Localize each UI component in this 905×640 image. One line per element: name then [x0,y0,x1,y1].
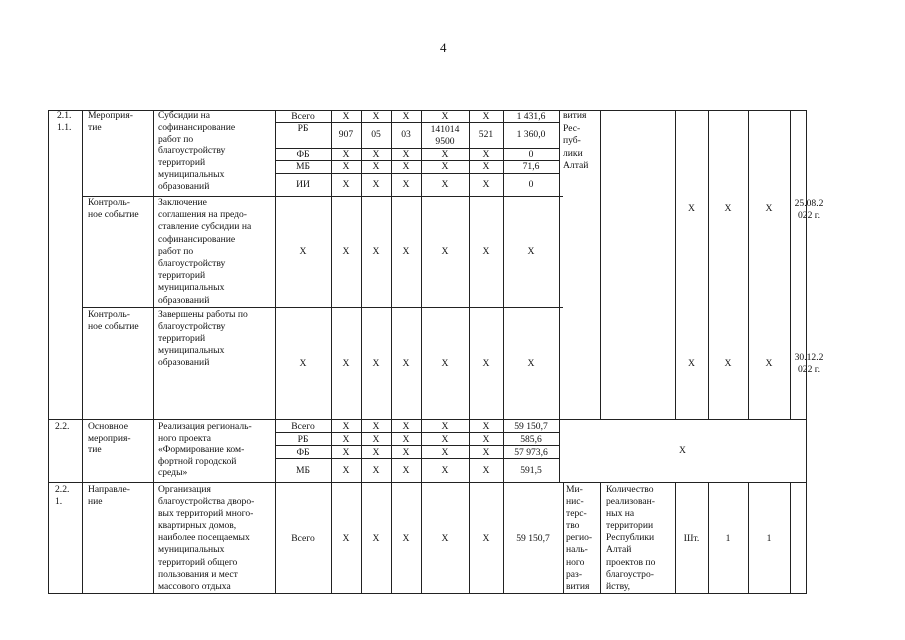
row-number: 2.2. 1. [55,484,70,507]
funding-code: Х [372,447,380,458]
funding-code: Х [402,421,410,432]
funding-source: МБ [295,161,311,172]
x-mark: Х [527,246,535,257]
funding-code: Х [482,447,490,458]
executor-text: Ми- нис- терс- тво регио- наль- ного раз- вития [566,484,593,592]
funding-source: Всего [291,111,315,122]
funding-amount: 0 [528,179,534,190]
row-type: Контроль- ное событие [88,197,139,220]
row-description: Завершены работы по благоустройству территорий муниципальных образований [158,309,248,368]
row-description: Заключение соглашения на предо- ставление субсидии на софинансирование работ по благоустройству территорий муниципальных образований [158,197,252,306]
x-mark: Х [441,533,449,544]
page-number: 4 [440,40,447,55]
x-mark: Х [765,358,773,369]
funding-code: Х [342,447,350,458]
col-line [748,110,749,419]
x-mark: Х [372,533,380,544]
x-mark: Х [724,358,732,369]
funding-code: Х [482,111,490,122]
funding-code: Х [342,434,350,445]
funding-amount: 585,6 [520,434,542,445]
col-line [675,110,676,419]
funding-code: Х [441,149,449,160]
funding-source: ФБ [296,149,310,160]
funding-source: ИИ [296,179,310,190]
funding-code: 907 [338,129,354,140]
event-date: 25.08.2 022 г. [794,198,824,221]
funding-amount: 71,6 [522,161,540,172]
funding-code: 521 [478,129,494,140]
x-mark: Х [441,358,449,369]
x-mark: Х [342,246,350,257]
funding-code: Х [402,179,410,190]
x-mark: Х [482,246,490,257]
x-mark: Х [342,358,350,369]
x-mark: Х [342,533,350,544]
control-1-line [82,196,563,197]
col-line [708,110,709,419]
col-line [559,110,560,482]
funding-code: Х [441,434,449,445]
x-mark: Х [688,203,695,214]
section-line-b [48,419,807,420]
funding-code: 03 [401,129,411,140]
col-line [600,482,601,593]
funding-code: Х [342,465,350,476]
funding-code: Х [342,161,350,172]
row-type: Направле- ние [88,484,130,507]
funding-code: Х [441,179,449,190]
x-mark: Х [441,246,449,257]
executor-text: вития Рес- пуб- лики Алтай [563,110,589,172]
funding-code: Х [482,465,490,476]
unit-of-measure: Шт. [683,533,700,544]
funding-code: Х [441,447,449,458]
funding-code: Х [402,149,410,160]
indicator-value: 1 [725,533,731,544]
x-mark: Х [724,203,732,214]
funding-source: ФБ [296,447,310,458]
row-type: Основное мероприя- тие [88,421,131,456]
x-mark: Х [402,246,410,257]
funding-code: Х [441,421,449,432]
col-line [790,482,791,593]
col-line [600,110,601,419]
table-bottom-border [48,593,807,594]
funding-code: 141014 9500 [430,124,460,147]
control-2-line [82,307,563,308]
col-line [153,110,154,593]
funding-code: Х [441,465,449,476]
funding-code: Х [342,179,350,190]
funding-code: Х [342,149,350,160]
funding-source: МБ [295,465,311,476]
x-mark: Х [372,246,380,257]
funding-code: Х [482,434,490,445]
x-mark: Х [527,358,535,369]
funding-code: Х [342,111,350,122]
funding-line [275,173,559,174]
row-number: 2.1. 1.1. [57,110,72,133]
funding-code: 05 [371,129,381,140]
funding-code: Х [482,179,490,190]
funding-code: Х [441,161,449,172]
merged-x-mark: Х [679,445,686,456]
indicator-value: 1 [766,533,772,544]
x-mark: Х [299,358,307,369]
table-left-border [48,110,49,593]
x-mark: Х [765,203,773,214]
funding-code: Х [372,161,380,172]
funding-code: Х [372,149,380,160]
funding-code: Х [402,111,410,122]
funding-source: РБ [297,434,309,445]
funding-source: РБ [297,123,309,134]
funding-code: Х [342,421,350,432]
funding-code: Х [482,149,490,160]
funding-code: Х [441,111,449,122]
section-line-c [48,482,807,483]
funding-code: Х [372,179,380,190]
funding-source: Всего [291,533,315,544]
x-mark: Х [402,358,410,369]
funding-code: Х [482,161,490,172]
row-type: Мероприя- тие [88,110,133,133]
row-type: Контроль- ное событие [88,309,139,332]
x-mark: Х [482,533,490,544]
x-mark: Х [402,533,410,544]
funding-amount: 59 150,7 [514,421,548,432]
x-mark: Х [299,246,307,257]
col-line [82,110,83,593]
funding-amount: 1 360,0 [516,129,546,140]
funding-code: Х [372,434,380,445]
funding-amount: 59 150,7 [516,533,550,544]
funding-code: Х [482,421,490,432]
funding-amount: 0 [528,149,534,160]
event-date: 30.12.2 022 г. [794,352,824,375]
row-description: Реализация региональ- ного проекта «Формирование ком- фортной городской среды» [158,421,252,479]
x-mark: Х [482,358,490,369]
funding-amount: 57 973,6 [514,447,548,458]
x-mark: Х [688,358,695,369]
funding-amount: 591,5 [520,465,542,476]
row-number: 2.2. [55,421,70,432]
funding-code: Х [372,421,380,432]
funding-code: Х [402,447,410,458]
funding-code: Х [402,465,410,476]
col-line [563,482,564,593]
funding-code: Х [372,111,380,122]
x-mark: Х [372,358,380,369]
indicator-text: Количество реализован- ных на территории Республики Алтай проектов по благоустро- йству, [606,484,656,592]
funding-amount: 1 431,6 [516,111,546,122]
funding-code: Х [402,161,410,172]
row-description: Субсидии на софинансирование работ по благоустройству территорий муниципальных образований [158,110,236,192]
row-description: Организация благоустройства дворо- вых территорий много- квартирных домов, наиболее посещаемых муниципальных территорий общего пользования и мест массового отдыха [158,484,255,592]
funding-code: Х [402,434,410,445]
funding-source: Всего [291,421,315,432]
funding-code: Х [372,465,380,476]
